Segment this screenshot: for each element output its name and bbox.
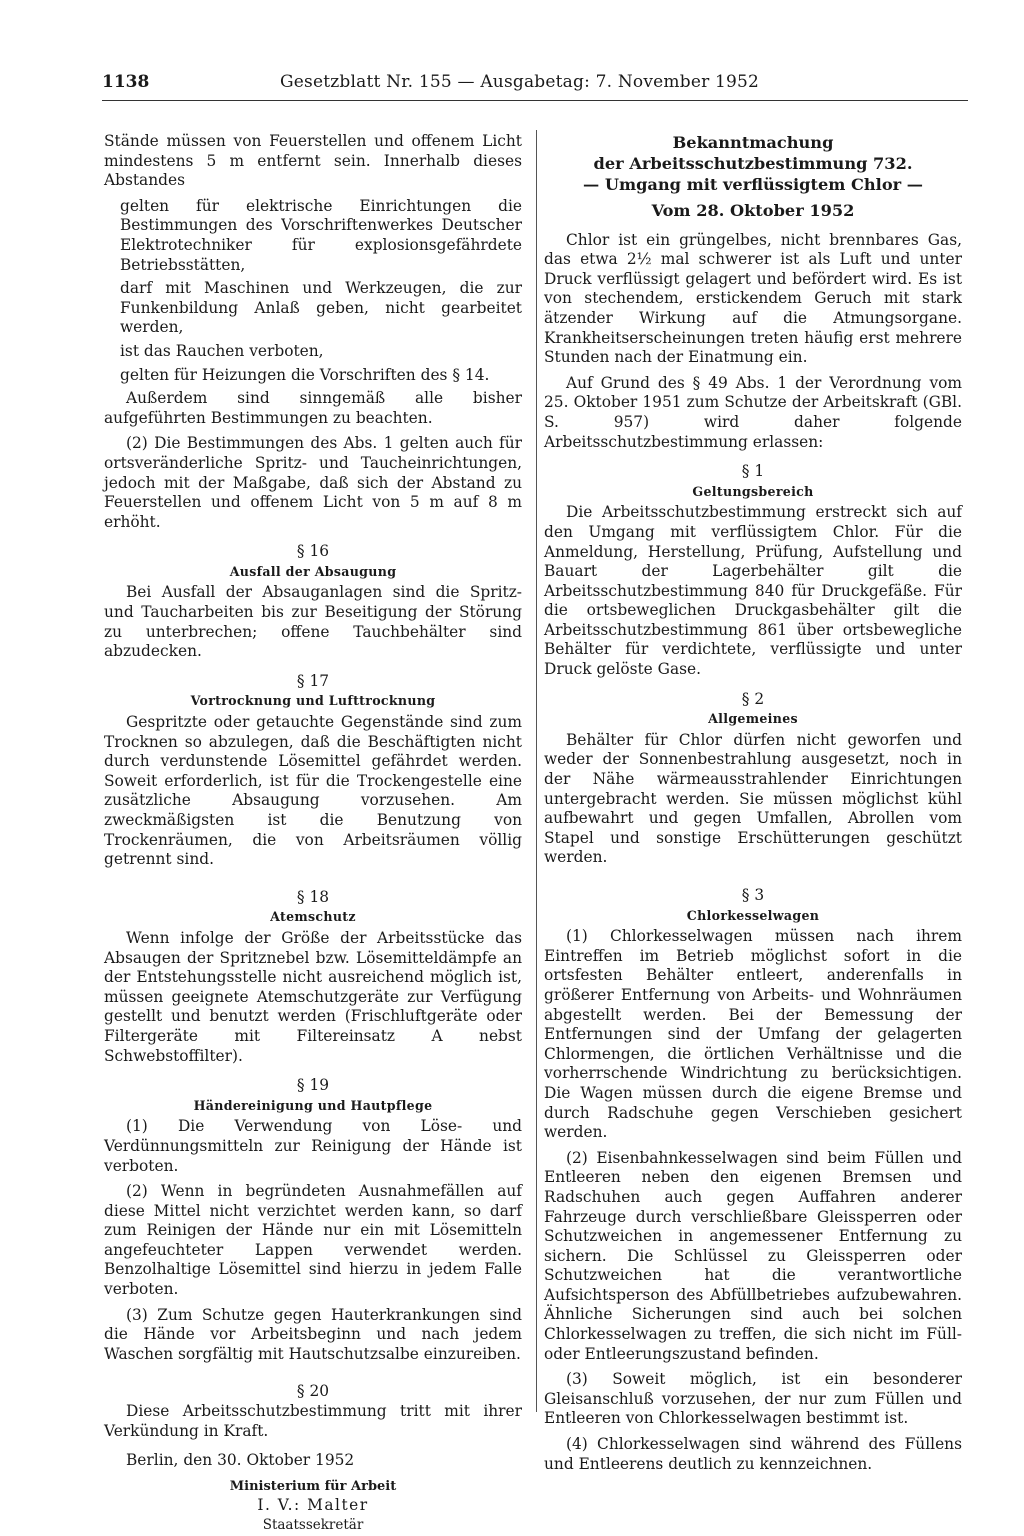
paragraph: Auf Grund des § 49 Abs. 1 der Verordnung vom 25. Oktober 1951 zum Schutze der Arbeitskraft (GBl. S. 957) wird daher folgende Arbeitsschutzbestimmung erlassen: <box>544 373 962 451</box>
paragraph: (2) Die Bestimmungen des Abs. 1 gelten auch für ortsveränderliche Spritz- und Taucheinrichtungen, jedoch mit der Maßgabe, daß sich der Abstand zu Feuerstellen und offenem Licht von 5 m auf 8 m erhöht. <box>104 434 522 531</box>
section-title: Händereinigung und Hautpflege <box>193 1097 433 1113</box>
paragraph: (2) Wenn in begründeten Ausnahmefällen auf diese Mittel nicht verzichtet werden kann, so darf zum Reinigen der Hände nur ein mit Lösemitteln angefeuchteter Lappen verwendet werden. Benzolhaltige Lösemittel sind hierzu in jedem Falle verboten. <box>104 1182 522 1299</box>
announcement-subheading: der Arbeitsschutzbestimmung 732. <box>593 154 913 173</box>
paragraph: (2) Eisenbahnkesselwagen sind beim Füllen und Entleeren neben den eigenen Bremsen und Radschuhen auch gegen Auffahren anderer Fahrzeuge durch verschließbare Gleissperren oder Schutzweichen in angemessener Entfernung zu sichern. Die Schlüssel zu Gleissperren oder Schutzweichen hat die verantwortliche Aufsichtsperson des Abfüllbetriebes aufzubewahren. Ähnliche Sicherungen sind auch bei solchen Chlorkesselwagen zu treffen, die sich nicht im Füll- oder Entleerungszustand befinden. <box>544 1148 962 1363</box>
paragraph: (1) Die Verwendung von Löse- und Verdünnungsmitteln zur Reinigung der Hände ist verboten. <box>104 1117 522 1175</box>
left-column <box>104 132 522 1536</box>
section-number: § 18 <box>296 887 330 906</box>
section-title: Chlorkesselwagen <box>686 907 820 923</box>
ministry-name: Ministerium für Arbeit <box>229 1478 397 1494</box>
section-number: § 3 <box>741 886 765 904</box>
paragraph: Wenn infolge der Größe der Arbeitsstücke das Absaugen der Spritznebel bzw. Lösemitteldämpfe an der Entstehungsstelle nicht ausreichend möglich ist, müssen geeignete Atemschutzgeräte zur Verfügung gestellt und benutzt werden (Frischluftgeräte oder Filtergeräte mit Filtereinsatz A nebst Schwebstoffilter). <box>104 928 522 1065</box>
paragraph: Außerdem sind sinngemäß alle bisher aufgeführten Bestimmungen zu beachten. <box>104 389 522 427</box>
paragraph: (3) Soweit möglich, ist ein besonderer Gleisanschluß vorzusehen, der nur zum Füllen und Entleeren von Chlorkesselwagen bestimmt ist. <box>544 1370 962 1428</box>
page-header <box>102 72 968 92</box>
section-title: Atemschutz <box>270 909 356 925</box>
intro-paragraph: Stände müssen von Feuerstellen und offenem Licht mindestens 5 m entfernt sein. Innerhalb dieses Abstandes <box>104 132 522 190</box>
paragraph: Diese Arbeitsschutzbestimmung tritt mit ihrer Verkündung in Kraft. <box>104 1402 522 1440</box>
right-column <box>544 132 962 1480</box>
list-item: gelten für elektrische Einrichtungen die Bestimmungen des Vorschriftenwerkes Deutscher Elektrotechniker für explosionsgefährdete Betriebsstätten, <box>120 196 522 274</box>
announcement-date: Vom 28. Oktober 1952 <box>651 201 855 220</box>
paragraph: (4) Chlorkesselwagen sind während des Füllens und Entleerens deutlich zu kennzeichnen. <box>544 1435 962 1473</box>
section-number: § 16 <box>296 542 330 561</box>
section-title: Ausfall der Absaugung <box>229 563 397 579</box>
paragraph: Behälter für Chlor dürfen nicht geworfen und weder der Sonnenbestrahlung ausgesetzt, noch in der Nähe wärmeausstrahlender Einrichtungen untergebracht werden. Sie müssen möglichst kühl aufbewahrt und gegen Umfallen, Abrollen vom Stapel und sonstige Erschütterungen geschützt werden. <box>544 730 962 867</box>
list-item: darf mit Maschinen und Werkzeugen, die zur Funkenbildung Anlaß geben, nicht gearbeitet werden, <box>120 279 522 337</box>
column-divider <box>536 130 537 1412</box>
list-item: ist das Rauchen verboten, <box>120 341 324 360</box>
section-number: § 17 <box>296 671 330 690</box>
paragraph: Gespritzte oder getauchte Gegenstände sind zum Trocknen so abzulegen, daß die Beschäftigten nicht durch verdunstende Lösemittel gefährdet werden. Soweit erforderlich, ist für die Trockengestelle eine zusätzliche Absaugung vorzusehen. Am zweckmäßigsten ist die Benutzung von Trockenräumen, die von Arbeitsräumen völlig getrennt sind. <box>104 713 522 869</box>
section-number: § 20 <box>296 1382 330 1401</box>
gazette-title: Gesetzblatt Nr. 155 — Ausgabetag: 7. November 1952 <box>280 72 760 92</box>
section-title: Geltungsbereich <box>692 483 814 499</box>
paragraph: Chlor ist ein grüngelbes, nicht brennbares Gas, das etwa 2½ mal schwerer ist als Luft und unter Druck verflüssigt gelagert und befördert wird. Es ist von stechendem, erstickendem Geruch mit stark ätzender Wirkung auf die Atmungsorgane. Krankheitserscheinungen treten häufig erst mehrere Stunden nach der Einatmung ein. <box>544 230 962 367</box>
signature-block <box>104 1477 522 1536</box>
place-and-date: Berlin, den 30. Oktober 1952 <box>126 1451 355 1470</box>
section-number: § 1 <box>741 462 765 481</box>
paragraph: Die Arbeitsschutzbestimmung erstreckt sich auf den Umgang mit verflüssigtem Chlor. Für die Anmeldung, Herstellung, Prüfung, Aufstellung und Bauart der Lagerbehälter gilt die Arbeitsschutzbestimmung 840 für Druckgefäße. Für die ortsbeweglichen Druckgasbehälter gilt die Arbeitsschutzbestimmung 861 über ortsbewegliche Behälter für verdichtete, verflüssigte und unter Druck gelöste Gase. <box>544 503 962 679</box>
signatory: I. V.: Malter <box>257 1496 369 1515</box>
section-number: § 2 <box>741 689 765 708</box>
announcement-heading: Bekanntmachung <box>672 133 834 152</box>
section-number: § 19 <box>296 1076 330 1095</box>
header-rule <box>102 100 968 101</box>
signatory-title: Staatssekretär <box>262 1517 364 1533</box>
paragraph: (1) Chlorkesselwagen müssen nach ihrem Eintreffen im Betrieb möglichst sofort in die ortsfesten Behälter entleert, anderenfalls in größerer Entfernung von Arbeits- und Wohnräumen abgestellt werden. Bei der Bemessung der Entfernungen sind der Umfang der gelagerten Chlormengen, die örtlichen Verhältnisse und die vorherrschende Windrichtung zu berücksichtigen. Die Wagen müssen durch die eigene Bremse und durch Radschuhe gegen Verschieben gesichert werden. <box>544 927 962 1142</box>
page-number: 1138 <box>102 72 150 92</box>
paragraph: Bei Ausfall der Absauganlagen sind die Spritz- und Taucharbeiten bis zur Beseitigung der Störung zu unterbrechen; offene Tauchbehälter sind abzudecken. <box>104 583 522 661</box>
announcement-topic: — Umgang mit verflüssigtem Chlor — <box>583 175 923 194</box>
paragraph: (3) Zum Schutze gegen Hauterkrankungen sind die Hände vor Arbeitsbeginn und nach jedem Waschen sorgfältig mit Hautschutzsalbe einzureiben. <box>104 1305 522 1363</box>
section-title: Vortrocknung und Lufttrocknung <box>190 693 436 709</box>
section-title: Allgemeines <box>708 711 798 727</box>
list-item: gelten für Heizungen die Vorschriften des § 14. <box>120 365 490 384</box>
